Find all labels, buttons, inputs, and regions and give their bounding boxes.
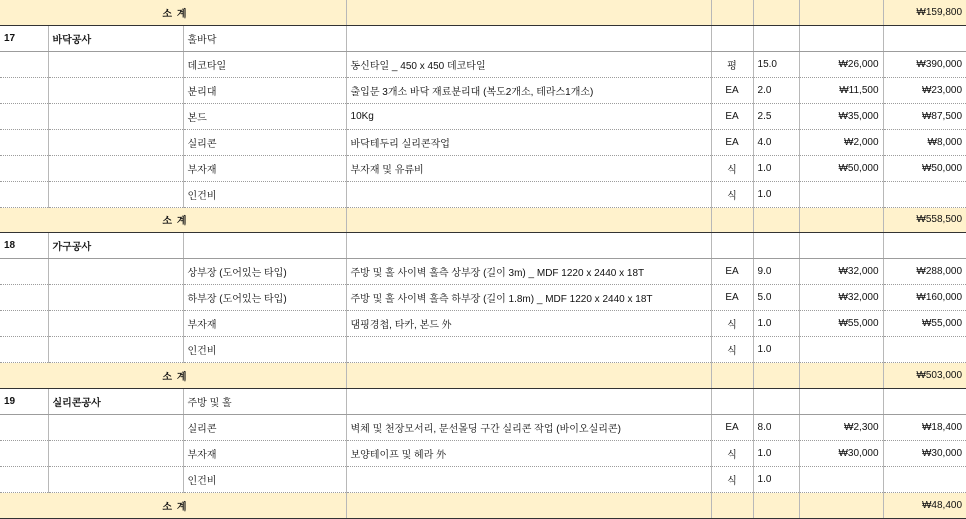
item-row [0, 129, 966, 155]
item-name: 인건비 [183, 337, 346, 363]
item-unit: 식 [711, 181, 753, 207]
item-amount: ₩23,000 [883, 77, 966, 103]
item-name: 부자재 [183, 155, 346, 181]
item-name: 실리콘 [183, 415, 346, 441]
item-quantity: 1.0 [753, 337, 799, 363]
item-spec: 주방 및 홀 사이벽 홀측 상부장 (길이 3m) _ MDF 1220 x 2440 x 18T [346, 259, 711, 285]
item-spec: 주방 및 홀 사이벽 홀측 하부장 (길이 1.8m) _ MDF 1220 x 2440 x 18T [346, 285, 711, 311]
item-row [0, 103, 966, 129]
category-name: 실리콘공사 [48, 389, 183, 415]
item-quantity: 8.0 [753, 415, 799, 441]
item-unit-price: ₩26,000 [799, 51, 883, 77]
category-name [48, 311, 183, 337]
subtotal-spec-cell [346, 0, 711, 25]
item-row [0, 181, 966, 207]
subtotal-price-cell [799, 0, 883, 25]
subtotal-amount: ₩159,800 [883, 0, 966, 25]
item-unit-price: ₩55,000 [799, 311, 883, 337]
item-spec [346, 25, 711, 51]
subtotal-qty-cell [753, 492, 799, 518]
item-row [0, 285, 966, 311]
item-row [0, 311, 966, 337]
item-quantity: 1.0 [753, 155, 799, 181]
section-row [0, 25, 966, 51]
item-unit-price [799, 181, 883, 207]
row-number [0, 103, 48, 129]
subtotal-price-cell [799, 207, 883, 233]
item-name: 데코타일 [183, 51, 346, 77]
subtotal-unit-cell [711, 363, 753, 389]
item-name: 하부장 (도어있는 타입) [183, 285, 346, 311]
item-unit [711, 389, 753, 415]
subtotal-row [0, 363, 966, 389]
item-spec [346, 389, 711, 415]
item-amount [883, 233, 966, 259]
item-spec [346, 181, 711, 207]
item-unit: 식 [711, 466, 753, 492]
item-name: 분리대 [183, 77, 346, 103]
item-quantity: 5.0 [753, 285, 799, 311]
item-row [0, 415, 966, 441]
subtotal-row [0, 492, 966, 518]
section-row [0, 389, 966, 415]
row-number [0, 311, 48, 337]
item-unit: EA [711, 285, 753, 311]
subtotal-unit-cell [711, 0, 753, 25]
item-unit: 식 [711, 155, 753, 181]
subtotal-label: 소 계 [0, 0, 346, 25]
subtotal-unit-cell [711, 492, 753, 518]
item-unit: 식 [711, 440, 753, 466]
item-name: 인건비 [183, 181, 346, 207]
category-name [48, 259, 183, 285]
item-spec: 부자재 및 유류비 [346, 155, 711, 181]
item-unit: EA [711, 129, 753, 155]
item-unit-price [799, 233, 883, 259]
item-unit-price: ₩11,500 [799, 77, 883, 103]
item-name: 실리콘 [183, 129, 346, 155]
subtotal-amount: ₩503,000 [883, 363, 966, 389]
category-name [48, 466, 183, 492]
row-number [0, 129, 48, 155]
section-row [0, 233, 966, 259]
item-unit [711, 25, 753, 51]
row-number [0, 466, 48, 492]
item-spec [346, 337, 711, 363]
row-number [0, 415, 48, 441]
item-unit: 식 [711, 311, 753, 337]
item-quantity: 1.0 [753, 311, 799, 337]
subtotal-qty-cell [753, 207, 799, 233]
item-quantity [753, 233, 799, 259]
item-amount: ₩18,400 [883, 415, 966, 441]
item-quantity: 1.0 [753, 466, 799, 492]
item-name: 인건비 [183, 466, 346, 492]
item-unit-price: ₩50,000 [799, 155, 883, 181]
item-amount: ₩50,000 [883, 155, 966, 181]
item-spec: 댐핑경첩, 타카, 본드 外 [346, 311, 711, 337]
item-quantity: 1.0 [753, 440, 799, 466]
subtotal-row [0, 207, 966, 233]
item-unit-price: ₩32,000 [799, 285, 883, 311]
item-amount [883, 25, 966, 51]
subtotal-price-cell [799, 492, 883, 518]
item-row [0, 466, 966, 492]
subtotal-row [0, 0, 966, 25]
subtotal-unit-cell [711, 207, 753, 233]
item-spec: 보양테이프 및 헤라 外 [346, 440, 711, 466]
item-amount: ₩160,000 [883, 285, 966, 311]
item-unit-price [799, 466, 883, 492]
row-number: 18 [0, 233, 48, 259]
item-spec: 벽체 및 천장모서리, 문선몰딩 구간 실리콘 작업 (바이오실리콘) [346, 415, 711, 441]
category-name: 가구공사 [48, 233, 183, 259]
item-row [0, 155, 966, 181]
item-row [0, 440, 966, 466]
category-name [48, 440, 183, 466]
item-quantity: 1.0 [753, 181, 799, 207]
subtotal-label: 소 계 [0, 363, 346, 389]
item-quantity: 15.0 [753, 51, 799, 77]
row-number [0, 51, 48, 77]
item-name: 부자재 [183, 311, 346, 337]
row-number [0, 285, 48, 311]
category-name [48, 415, 183, 441]
item-unit: EA [711, 259, 753, 285]
item-quantity [753, 389, 799, 415]
item-name [183, 233, 346, 259]
row-number [0, 337, 48, 363]
row-number [0, 155, 48, 181]
item-unit-price: ₩32,000 [799, 259, 883, 285]
subtotal-qty-cell [753, 363, 799, 389]
item-unit-price [799, 337, 883, 363]
item-spec: 10Kg [346, 103, 711, 129]
subtotal-label: 소 계 [0, 207, 346, 233]
category-name [48, 337, 183, 363]
item-amount [883, 337, 966, 363]
item-name: 홀바닥 [183, 25, 346, 51]
item-amount: ₩288,000 [883, 259, 966, 285]
subtotal-spec-cell [346, 363, 711, 389]
item-unit: 식 [711, 337, 753, 363]
category-name [48, 285, 183, 311]
item-quantity: 4.0 [753, 129, 799, 155]
item-spec: 동신타일 _ 450 x 450 데코타일 [346, 51, 711, 77]
category-name [48, 129, 183, 155]
item-amount: ₩390,000 [883, 51, 966, 77]
item-unit: 평 [711, 51, 753, 77]
row-number [0, 440, 48, 466]
item-amount: ₩87,500 [883, 103, 966, 129]
item-name: 본드 [183, 103, 346, 129]
subtotal-qty-cell [753, 0, 799, 25]
category-name [48, 77, 183, 103]
item-unit-price [799, 389, 883, 415]
subtotal-label: 소 계 [0, 492, 346, 518]
item-name: 주방 및 홀 [183, 389, 346, 415]
item-name: 부자재 [183, 440, 346, 466]
item-amount: ₩30,000 [883, 440, 966, 466]
item-unit-price: ₩2,300 [799, 415, 883, 441]
row-number [0, 259, 48, 285]
subtotal-amount: ₩558,500 [883, 207, 966, 233]
item-quantity [753, 25, 799, 51]
subtotal-spec-cell [346, 492, 711, 518]
item-spec [346, 466, 711, 492]
subtotal-price-cell [799, 363, 883, 389]
item-unit-price [799, 25, 883, 51]
item-amount: ₩55,000 [883, 311, 966, 337]
item-unit [711, 233, 753, 259]
item-unit: EA [711, 415, 753, 441]
item-quantity: 9.0 [753, 259, 799, 285]
subtotal-spec-cell [346, 207, 711, 233]
row-number [0, 181, 48, 207]
category-name [48, 155, 183, 181]
item-quantity: 2.5 [753, 103, 799, 129]
item-amount [883, 181, 966, 207]
item-quantity: 2.0 [753, 77, 799, 103]
category-name [48, 103, 183, 129]
subtotal-amount: ₩48,400 [883, 492, 966, 518]
item-row [0, 51, 966, 77]
item-amount [883, 389, 966, 415]
row-number: 19 [0, 389, 48, 415]
item-spec [346, 233, 711, 259]
item-unit: EA [711, 103, 753, 129]
row-number: 17 [0, 25, 48, 51]
item-amount: ₩8,000 [883, 129, 966, 155]
category-name [48, 51, 183, 77]
item-spec: 바닥테두리 실리콘작업 [346, 129, 711, 155]
item-row [0, 337, 966, 363]
item-unit-price: ₩35,000 [799, 103, 883, 129]
item-unit-price: ₩30,000 [799, 440, 883, 466]
item-unit: EA [711, 77, 753, 103]
item-row [0, 77, 966, 103]
item-spec: 출입문 3개소 바닥 재료분리대 (복도2개소, 테라스1개소) [346, 77, 711, 103]
category-name [48, 181, 183, 207]
item-name: 상부장 (도어있는 타입) [183, 259, 346, 285]
row-number [0, 77, 48, 103]
item-row [0, 259, 966, 285]
category-name: 바닥공사 [48, 25, 183, 51]
item-unit-price: ₩2,000 [799, 129, 883, 155]
item-amount [883, 466, 966, 492]
